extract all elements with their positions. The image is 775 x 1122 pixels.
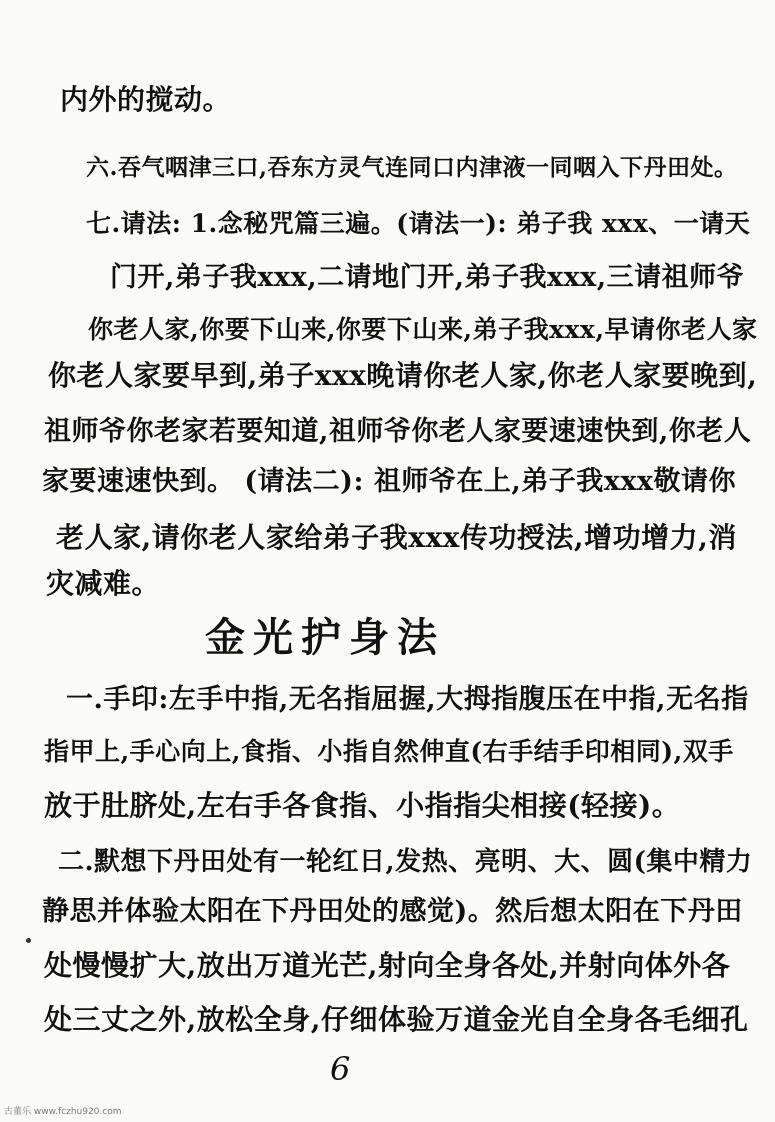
text-line-8: 家要速速快到。 (请法二): 祖师爷在上,弟子我xxx敬请你 [42, 466, 737, 497]
text-line-7: 祖师爷你老家若要知道,祖师爷你老人家要速速快到,你老人 [44, 416, 752, 447]
text-line-1: 内外的搅动。 [60, 83, 232, 116]
section-line-7: 处三丈之外,放松全身,仔细体验万道金光自全身各毛细孔 [44, 1003, 749, 1036]
section-heading: 金光护身法 [205, 614, 445, 661]
text-line-4: 门开,弟子我xxx,二请地门开,弟子我xxx,三请祖师爷 [110, 262, 745, 293]
section-line-3: 放于肚脐处,左右手各食指、小指指尖相接(轻接)。 [44, 789, 681, 822]
section-line-4: 二.默想下丹田处有一轮红日,发热、亮明、大、圆(集中精力 [58, 847, 753, 877]
section-line-2: 指甲上,手心向上,食指、小指自然伸直(右手结手印相同),双手 [44, 737, 734, 766]
text-line-2: 六.吞气咽津三口,吞东方灵气连同口内津液一同咽入下丹田处。 [86, 154, 738, 181]
watermark: 古董乐 www.fczhu920.com [4, 1107, 122, 1117]
ink-dot [26, 938, 31, 943]
text-line-6: 你老人家要早到,弟子xxx晚请你老人家,你老人家要晚到, [48, 359, 758, 392]
section-line-6: 处慢慢扩大,放出万道光芒,射向全身各处,并射向体外各 [44, 949, 731, 982]
page-number: 6 [330, 1050, 351, 1088]
text-line-5: 你老人家,你要下山来,你要下山来,弟子我xxx,早请你老人家 [88, 315, 758, 344]
text-line-3: 七.请法: 1.念秘咒篇三遍。(请法一): 弟子我 xxx、一请天 [86, 209, 751, 238]
text-line-9: 老人家,请你老人家给弟子我xxx传功授法,增功增力,消 [56, 521, 737, 554]
text-line-10: 灾减难。 [46, 567, 161, 600]
section-line-1: 一.手印:左手中指,无名指屈握,大拇指腹压在中指,无名指 [66, 684, 749, 715]
section-line-5: 静思并体验太阳在下丹田处的感觉)。然后想太阳在下丹田 [42, 896, 743, 927]
